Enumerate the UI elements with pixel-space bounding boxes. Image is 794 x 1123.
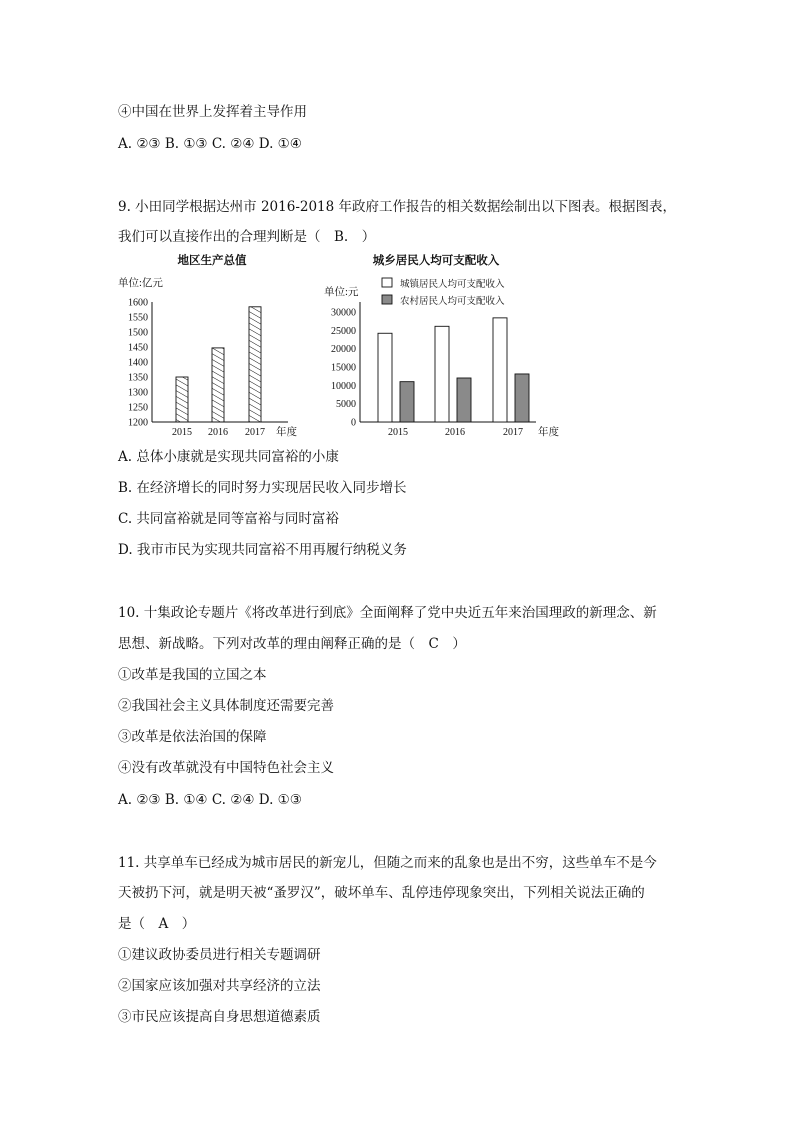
- legend-label-urban: 城镇居民人均可支配收入: [400, 280, 505, 290]
- income-y-tick-1: 5000: [336, 399, 356, 411]
- gdp-y-tick-1: 1250: [128, 402, 148, 414]
- q11-item-3: ③市民应该提高自身思想道德素质: [118, 1009, 321, 1025]
- income-y-tick-3: 15000: [331, 362, 356, 374]
- gdp-y-tick-5: 1450: [128, 342, 148, 354]
- gdp-y-tick-8: 1600: [128, 297, 148, 309]
- gdp-x-tick-2015: 2015: [172, 427, 192, 438]
- q9-option-a: A. 总体小康就是实现共同富裕的小康: [118, 449, 339, 465]
- q10-stem-line-2: 思想、新战略。下列对改革的理由阐释正确的是（ C ）: [118, 636, 466, 652]
- income-chart-ylabel: 单位:元: [324, 287, 359, 298]
- q9-option-d: D. 我市市民为实现共同富裕不用再履行纳税义务: [118, 542, 407, 558]
- q9-stem-line-1: 9. 小田同学根据达州市 2016-2018 年政府工作报告的相关数据绘制出以下图表。根据图表，: [118, 199, 677, 215]
- income-bar-rural-2015: [400, 382, 414, 422]
- income-y-tick-0: 0: [351, 417, 356, 429]
- income-y-tick-2: 10000: [331, 380, 356, 392]
- gdp-chart-title: 地区生产总值: [177, 255, 247, 267]
- gdp-y-tick-3: 1350: [128, 372, 148, 384]
- q9-option-b: B. 在经济增长的同时努力实现居民收入同步增长: [118, 480, 407, 496]
- gdp-chart-ylabel: 单位:亿元: [118, 278, 163, 289]
- gdp-bar-2016: [212, 348, 224, 422]
- income-bar-rural-2017: [515, 374, 529, 422]
- gdp-y-tick-labels: [128, 298, 148, 429]
- income-x-tick-2016: 2016: [445, 427, 465, 438]
- income-bar-urban-2015: [378, 333, 392, 422]
- legend-label-rural: 农村居民人均可支配收入: [400, 297, 505, 307]
- income-chart-xlabel: 年度: [538, 427, 559, 438]
- gdp-bars: [176, 307, 261, 422]
- q10-answer-choices: A. ②③ B. ①④ C. ②④ D. ①③: [118, 792, 302, 808]
- gdp-y-tick-2: 1300: [128, 387, 148, 399]
- income-chart-title: 城乡居民人均可支配收入: [372, 255, 500, 267]
- q11-stem-line-3: 是（ A ）: [118, 916, 196, 932]
- q10-item-3: ③改革是依法治国的保障: [118, 729, 267, 745]
- gdp-chart: [112, 250, 312, 442]
- income-y-tick-6: 30000: [331, 307, 356, 319]
- q10-stem-line-1: 10. 十集政论专题片《将改革进行到底》全面阐释了党中央近五年来治国理政的新理念、新: [118, 605, 657, 621]
- q10-item-2: ②我国社会主义具体制度还需要完善: [118, 698, 334, 714]
- income-y-tick-4: 20000: [331, 344, 356, 356]
- legend-swatch-urban: [382, 278, 392, 287]
- income-x-tick-2015: 2015: [388, 427, 408, 438]
- q8-option-4: ④中国在世界上发挥着主导作用: [118, 104, 307, 120]
- q10-item-4: ④没有改革就没有中国特色社会主义: [118, 760, 334, 776]
- gdp-bar-2015: [176, 377, 188, 422]
- income-x-tick-labels: [388, 427, 523, 438]
- gdp-x-tick-2016: 2016: [208, 427, 228, 438]
- gdp-y-tick-7: 1550: [128, 312, 148, 324]
- gdp-x-tick-labels: [172, 427, 265, 438]
- income-bar-urban-2017: [493, 318, 507, 422]
- q9-stem-line-2: 我们可以直接作出的合理判断是（ B. ）: [118, 229, 376, 245]
- income-chart: [318, 250, 568, 442]
- income-y-tick-5: 25000: [331, 325, 356, 337]
- gdp-x-tick-2017: 2017: [245, 427, 265, 438]
- gdp-bar-2017: [249, 307, 261, 422]
- income-y-tick-labels: [331, 308, 356, 429]
- gdp-y-tick-0: 1200: [128, 417, 148, 429]
- q9-option-c: C. 共同富裕就是同等富裕与同时富裕: [118, 511, 339, 527]
- legend-swatch-rural: [382, 295, 392, 304]
- q11-item-2: ②国家应该加强对共享经济的立法: [118, 978, 321, 994]
- income-bars: [378, 318, 529, 422]
- income-bar-rural-2016: [457, 378, 471, 422]
- q11-stem-line-1: 11. 共享单车已经成为城市居民的新宠儿，但随之而来的乱象也是出不穷，这些单车不是今: [118, 855, 657, 871]
- q11-item-1: ①建议政协委员进行相关专题调研: [118, 947, 321, 963]
- income-bar-urban-2016: [435, 326, 449, 422]
- gdp-y-tick-4: 1400: [128, 357, 148, 369]
- q10-item-1: ①改革是我国的立国之本: [118, 667, 267, 683]
- income-x-tick-2017: 2017: [503, 427, 523, 438]
- q11-stem-line-2: 天被扔下河，就是明天被“蚤罗汉”，破坏单车、乱停违停现象突出，下列相关说法正确的: [118, 885, 645, 901]
- gdp-y-tick-6: 1500: [128, 327, 148, 339]
- gdp-chart-xlabel: 年度: [276, 427, 297, 438]
- q8-answer-choices: A. ②③ B. ①③ C. ②④ D. ①④: [118, 136, 302, 152]
